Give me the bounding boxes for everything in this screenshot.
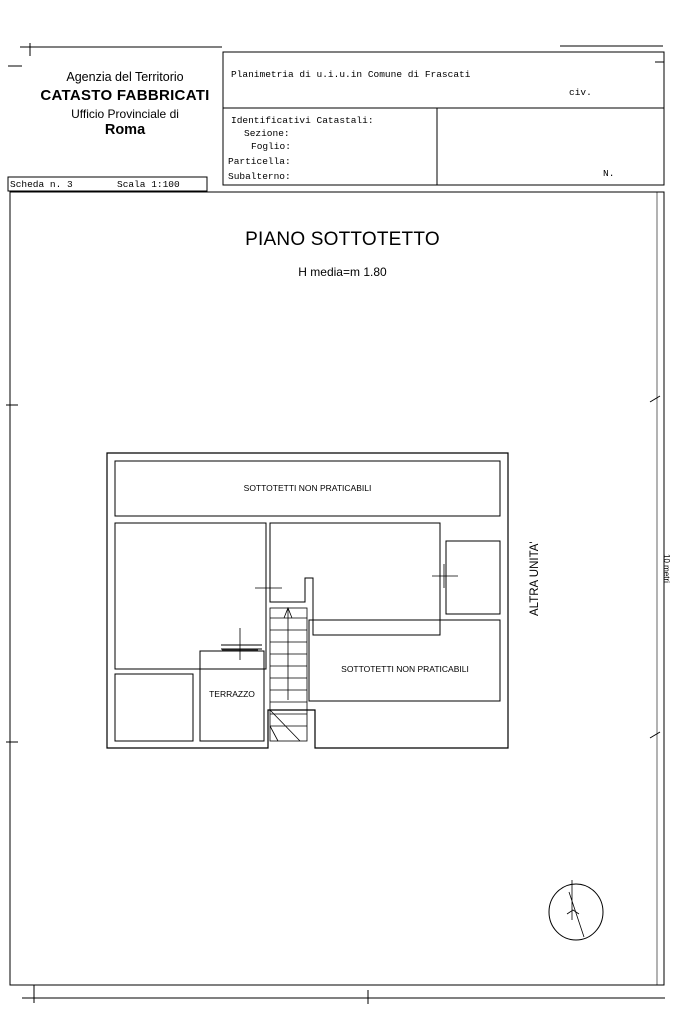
attic-top-label: SOTTOTETTI NON PRATICABILI bbox=[243, 483, 372, 493]
registry-name: CATASTO FABBRICATI bbox=[40, 87, 210, 104]
room-lower-left bbox=[115, 674, 193, 741]
subunit-label: Subalterno: bbox=[228, 171, 291, 182]
plan-title: PIANO SOTTOTETTO bbox=[245, 229, 440, 250]
section-label: Sezione: bbox=[244, 128, 290, 139]
number-label: N. bbox=[603, 168, 615, 179]
room-left bbox=[115, 523, 266, 669]
other-unit-label: ALTRA UNITA' bbox=[529, 541, 541, 616]
office-city: Roma bbox=[104, 122, 146, 138]
right-mid-tick-2 bbox=[650, 732, 660, 738]
plan-outline bbox=[107, 453, 508, 748]
municipality-box bbox=[223, 52, 664, 108]
staircase bbox=[270, 608, 307, 741]
sheet-frame bbox=[10, 192, 664, 985]
parcel-label: Particella: bbox=[228, 156, 291, 167]
agency-name: Agenzia del Territorio bbox=[66, 70, 184, 84]
compass-icon bbox=[549, 880, 603, 940]
planimetria-label: Planimetria di u.i.u.in Comune di Frascati bbox=[231, 69, 471, 80]
terrace-label: TERRAZZO bbox=[209, 689, 255, 699]
edge-scale-label: 10 metri bbox=[662, 554, 671, 583]
room-attic-right bbox=[309, 620, 500, 701]
office-name: Ufficio Provinciale di bbox=[71, 107, 179, 121]
scale-label: Scala 1:100 bbox=[117, 179, 180, 190]
height-note: H media=m 1.80 bbox=[298, 265, 387, 279]
scheda-number: Scheda n. 3 bbox=[10, 179, 73, 190]
cadastral-ids-label: Identificativi Catastali: bbox=[231, 115, 374, 126]
marker-cross-2 bbox=[222, 628, 258, 660]
attic-right-label: SOTTOTETTI NON PRATICABILI bbox=[341, 664, 469, 674]
marker-cross-1 bbox=[255, 578, 282, 600]
marker-cross-3 bbox=[432, 564, 458, 588]
sheet-label: Foglio: bbox=[251, 141, 291, 152]
room-right-small bbox=[446, 541, 500, 614]
right-mid-tick-1 bbox=[650, 396, 660, 402]
civic-number-label: civ. bbox=[569, 87, 592, 98]
terrace-window bbox=[221, 645, 262, 649]
